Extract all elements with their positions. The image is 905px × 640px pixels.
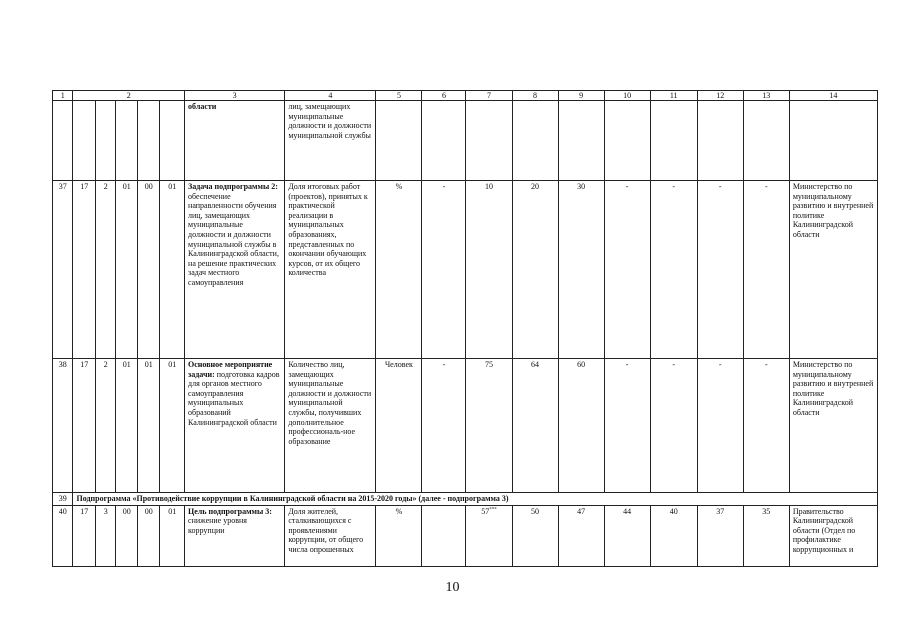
goal-text: обеспечение направленности обучения лиц, замещающих муниципальные должности и должности муниципальной службы в Калининградской области, на решение практических задач местного самоуправления [188, 191, 279, 287]
code-cell: 00 [137, 181, 160, 359]
value-cell: - [604, 359, 650, 493]
page-number: 10 [445, 580, 460, 595]
code-cell: 2 [95, 359, 115, 493]
indicator-cell: лиц, замещающих муниципальные должности и должности муниципальной службы [285, 101, 376, 181]
code-cell: 01 [116, 359, 137, 493]
responsible-cell: Правительство Калининградской области (Отдел по профилактике коррупционных и [789, 505, 877, 566]
value-cell: - [697, 181, 743, 359]
responsible-cell: Министерство по муниципальному развитию и внутренней политике Калининградской области [789, 359, 877, 493]
value-cell: 20 [512, 181, 558, 359]
value-cell: - [604, 181, 650, 359]
value-cell: 47 [558, 505, 604, 566]
header-cell: 8 [512, 91, 558, 101]
header-cell: 11 [650, 91, 697, 101]
header-cell: 4 [285, 91, 376, 101]
value-cell: - [650, 359, 697, 493]
value-cell: 44 [604, 505, 650, 566]
code-cell: 01 [116, 181, 137, 359]
goal-cell [185, 359, 285, 493]
header-cell: 1 [53, 91, 73, 101]
value-cell: 10 [466, 181, 512, 359]
value-cell: - [422, 181, 466, 359]
table-row-continuation [53, 101, 878, 181]
code-cell: 17 [73, 505, 96, 566]
code-cell: 17 [73, 359, 96, 493]
goal-title: Цель подпрограммы 3: [188, 506, 272, 516]
row-number: 37 [53, 181, 73, 359]
value-cell: - [422, 359, 466, 493]
header-cell: 10 [604, 91, 650, 101]
code-cell: 01 [160, 181, 185, 359]
code-cell: 01 [160, 505, 185, 566]
header-cell: 5 [376, 91, 422, 101]
responsible-cell: Министерство по муниципальному развитию и внутренней политике Калининградской области [789, 181, 877, 359]
indicator-table [52, 90, 878, 567]
value-cell: 50 [512, 505, 558, 566]
indicator-cell: Количество лиц, замещающих муниципальные должности и должности муниципальной службы, получивших дополнительное профессиональ-ное образование [285, 359, 376, 493]
code-cell: 00 [137, 505, 160, 566]
table-row-40 [53, 505, 878, 566]
goal-cell: области [185, 101, 285, 181]
indicator-cell: Доля итоговых работ (проектов), принятых к практической реализации в муниципальных образованиях, представленных по окончании обучающих курсов, от их общего количества [285, 181, 376, 359]
value-cell: 40 [650, 505, 697, 566]
code-cell: 01 [137, 359, 160, 493]
value-cell: 30 [558, 181, 604, 359]
goal-cell [185, 181, 285, 359]
table-row-37 [53, 181, 878, 359]
goal-cell [185, 505, 285, 566]
value-cell [422, 505, 466, 566]
header-cell: 3 [185, 91, 285, 101]
header-cell: 14 [789, 91, 877, 101]
value-cell: - [743, 181, 789, 359]
unit-cell: % [376, 181, 422, 359]
code-cell: 17 [73, 181, 96, 359]
table-row-38 [53, 359, 878, 493]
subprogram-title: Подпрограмма «Противодействие коррупции в Калининградской области на 2015-2020 годы» (далее - подпрограмма 3) [73, 493, 878, 506]
header-cell: 7 [466, 91, 512, 101]
value-cell: 64 [512, 359, 558, 493]
value-cell: - [697, 359, 743, 493]
value-cell: 35 [743, 505, 789, 566]
code-cell: 2 [95, 181, 115, 359]
value-text: 57 [481, 506, 490, 516]
row-number: 38 [53, 359, 73, 493]
code-cell: 3 [95, 505, 115, 566]
unit-cell: % [376, 505, 422, 566]
value-cell: 37 [697, 505, 743, 566]
header-cell: 2 [73, 91, 185, 101]
goal-title: Задача подпрограммы 2: [188, 182, 278, 191]
goal-text: снижение уровня коррупции [188, 516, 247, 535]
value-cell [466, 505, 512, 566]
row-number: 39 [53, 493, 73, 506]
code-cell: 01 [160, 359, 185, 493]
value-cell: - [743, 359, 789, 493]
value-cell: 75 [466, 359, 512, 493]
value-cell: 60 [558, 359, 604, 493]
value-cell: - [650, 181, 697, 359]
code-cell: 00 [116, 505, 137, 566]
header-cell: 12 [697, 91, 743, 101]
header-cell: 9 [558, 91, 604, 101]
footnote-mark: *** [489, 506, 497, 512]
goal-title: Основное мероприятие задачи: [188, 360, 273, 379]
indicator-cell: Доля жителей, сталкивающихся с проявлениями коррупции, от общего числа опрошенных [285, 505, 376, 566]
row-number: 40 [53, 505, 73, 566]
header-row [53, 91, 878, 101]
header-cell: 13 [743, 91, 789, 101]
table-row-39 [53, 493, 878, 506]
header-cell: 6 [422, 91, 466, 101]
goal-text: подготовка кадров для органов местного самоуправления муниципальных образований Калининградской области [188, 369, 280, 427]
unit-cell: Человек [376, 359, 422, 493]
